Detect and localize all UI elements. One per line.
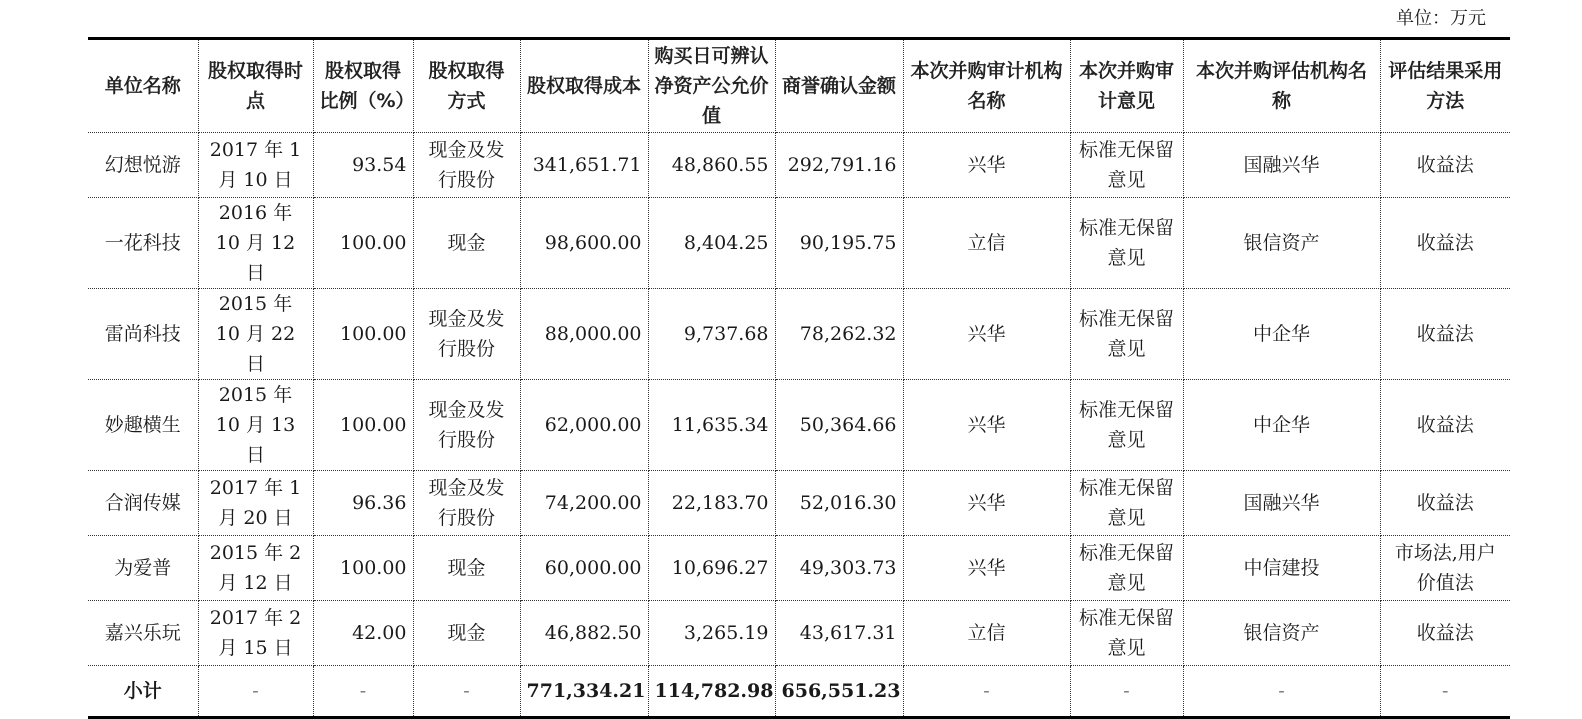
cell-valuation-method: 收益法: [1380, 601, 1510, 666]
cell-acquisition-date: 2015 年 2 月 12 日: [198, 536, 313, 601]
column-header-acquisition-cost: 股权取得成本: [520, 39, 648, 133]
cell-acquisition-date: 2016 年 10 月 12 日: [198, 198, 313, 289]
cell-company-name: 幻想悦游: [88, 133, 198, 198]
column-header-company-name: 单位名称: [88, 39, 198, 133]
subtotal-company-name: 小计: [88, 666, 198, 718]
goodwill-table: [88, 37, 1510, 719]
cell-company-name: 雷尚科技: [88, 289, 198, 380]
cell-equity-ratio: 100.00: [313, 198, 413, 289]
cell-audit-firm: 兴华: [903, 536, 1070, 601]
column-header-goodwill-amount: 商誉确认金额: [775, 39, 903, 133]
subtotal-fair-value: 114,782.98: [648, 666, 775, 718]
cell-acquisition-method: 现金及发行股份: [413, 471, 520, 536]
table-row: [88, 536, 1510, 601]
cell-valuation-firm: 中企华: [1183, 380, 1380, 471]
cell-audit-opinion: 标准无保留意见: [1070, 536, 1183, 601]
cell-acquisition-method: 现金: [413, 198, 520, 289]
cell-equity-ratio: 100.00: [313, 289, 413, 380]
cell-acquisition-cost: 46,882.50: [520, 601, 648, 666]
cell-audit-opinion: 标准无保留意见: [1070, 198, 1183, 289]
cell-acquisition-cost: 62,000.00: [520, 380, 648, 471]
cell-company-name: 为爱普: [88, 536, 198, 601]
cell-equity-ratio: 93.54: [313, 133, 413, 198]
cell-goodwill-amount: 43,617.31: [775, 601, 903, 666]
subtotal-audit-opinion: -: [1070, 666, 1183, 718]
cell-fair-value: 8,404.25: [648, 198, 775, 289]
cell-fair-value: 10,696.27: [648, 536, 775, 601]
cell-valuation-firm: 中企华: [1183, 289, 1380, 380]
cell-company-name: 合润传媒: [88, 471, 198, 536]
cell-acquisition-cost: 74,200.00: [520, 471, 648, 536]
subtotal-acquisition-cost: 771,334.21: [520, 666, 648, 718]
cell-acquisition-method: 现金及发行股份: [413, 289, 520, 380]
cell-fair-value: 22,183.70: [648, 471, 775, 536]
cell-audit-firm: 兴华: [903, 471, 1070, 536]
cell-company-name: 一花科技: [88, 198, 198, 289]
column-header-acquisition-date: 股权取得时点: [198, 39, 313, 133]
table-header-row: [88, 39, 1510, 133]
subtotal-valuation-method: -: [1380, 666, 1510, 718]
cell-audit-firm: 立信: [903, 601, 1070, 666]
cell-equity-ratio: 100.00: [313, 380, 413, 471]
cell-acquisition-date: 2015 年 10 月 13 日: [198, 380, 313, 471]
cell-acquisition-method: 现金: [413, 536, 520, 601]
subtotal-valuation-firm: -: [1183, 666, 1380, 718]
cell-fair-value: 3,265.19: [648, 601, 775, 666]
cell-equity-ratio: 96.36: [313, 471, 413, 536]
subtotal-equity-ratio: -: [313, 666, 413, 718]
column-header-acquisition-method: 股权取得方式: [413, 39, 520, 133]
column-header-fair-value: 购买日可辨认净资产公允价值: [648, 39, 775, 133]
table-row: [88, 289, 1510, 380]
cell-valuation-firm: 银信资产: [1183, 601, 1380, 666]
cell-valuation-method: 收益法: [1380, 289, 1510, 380]
cell-valuation-firm: 中信建投: [1183, 536, 1380, 601]
cell-acquisition-date: 2017 年 1 月 20 日: [198, 471, 313, 536]
cell-goodwill-amount: 90,195.75: [775, 198, 903, 289]
cell-audit-opinion: 标准无保留意见: [1070, 133, 1183, 198]
subtotal-acquisition-date: -: [198, 666, 313, 718]
cell-audit-firm: 兴华: [903, 289, 1070, 380]
column-header-audit-opinion: 本次并购审计意见: [1070, 39, 1183, 133]
column-header-valuation-firm: 本次并购评估机构名称: [1183, 39, 1380, 133]
cell-acquisition-cost: 60,000.00: [520, 536, 648, 601]
cell-acquisition-method: 现金及发行股份: [413, 133, 520, 198]
table-row: [88, 380, 1510, 471]
cell-goodwill-amount: 49,303.73: [775, 536, 903, 601]
cell-acquisition-date: 2017 年 2 月 15 日: [198, 601, 313, 666]
table-row: [88, 471, 1510, 536]
cell-audit-firm: 兴华: [903, 133, 1070, 198]
cell-acquisition-date: 2015 年 10 月 22 日: [198, 289, 313, 380]
cell-valuation-method: 收益法: [1380, 471, 1510, 536]
column-header-audit-firm: 本次并购审计机构名称: [903, 39, 1070, 133]
cell-valuation-method: 收益法: [1380, 198, 1510, 289]
cell-equity-ratio: 42.00: [313, 601, 413, 666]
cell-company-name: 妙趣横生: [88, 380, 198, 471]
cell-company-name: 嘉兴乐玩: [88, 601, 198, 666]
cell-goodwill-amount: 78,262.32: [775, 289, 903, 380]
cell-audit-firm: 兴华: [903, 380, 1070, 471]
cell-audit-opinion: 标准无保留意见: [1070, 471, 1183, 536]
cell-valuation-method: 收益法: [1380, 133, 1510, 198]
cell-valuation-firm: 国融兴华: [1183, 133, 1380, 198]
table-row: [88, 198, 1510, 289]
column-header-valuation-method: 评估结果采用方法: [1380, 39, 1510, 133]
cell-equity-ratio: 100.00: [313, 536, 413, 601]
unit-label: 单位：万元: [1396, 8, 1486, 29]
cell-acquisition-method: 现金及发行股份: [413, 380, 520, 471]
cell-fair-value: 11,635.34: [648, 380, 775, 471]
cell-acquisition-cost: 98,600.00: [520, 198, 648, 289]
cell-acquisition-method: 现金: [413, 601, 520, 666]
cell-valuation-firm: 银信资产: [1183, 198, 1380, 289]
cell-goodwill-amount: 50,364.66: [775, 380, 903, 471]
cell-audit-opinion: 标准无保留意见: [1070, 289, 1183, 380]
cell-fair-value: 9,737.68: [648, 289, 775, 380]
cell-valuation-method: 市场法,用户价值法: [1380, 536, 1510, 601]
subtotal-audit-firm: -: [903, 666, 1070, 718]
subtotal-goodwill-amount: 656,551.23: [775, 666, 903, 718]
subtotal-acquisition-method: -: [413, 666, 520, 718]
cell-audit-firm: 立信: [903, 198, 1070, 289]
cell-acquisition-cost: 341,651.71: [520, 133, 648, 198]
cell-valuation-method: 收益法: [1380, 380, 1510, 471]
cell-acquisition-cost: 88,000.00: [520, 289, 648, 380]
cell-acquisition-date: 2017 年 1 月 10 日: [198, 133, 313, 198]
table-row: [88, 601, 1510, 666]
cell-audit-opinion: 标准无保留意见: [1070, 380, 1183, 471]
column-header-equity-ratio: 股权取得比例（%）: [313, 39, 413, 133]
cell-goodwill-amount: 52,016.30: [775, 471, 903, 536]
table-row: [88, 133, 1510, 198]
cell-fair-value: 48,860.55: [648, 133, 775, 198]
cell-audit-opinion: 标准无保留意见: [1070, 601, 1183, 666]
subtotal-row: [88, 666, 1510, 718]
cell-goodwill-amount: 292,791.16: [775, 133, 903, 198]
cell-valuation-firm: 国融兴华: [1183, 471, 1380, 536]
